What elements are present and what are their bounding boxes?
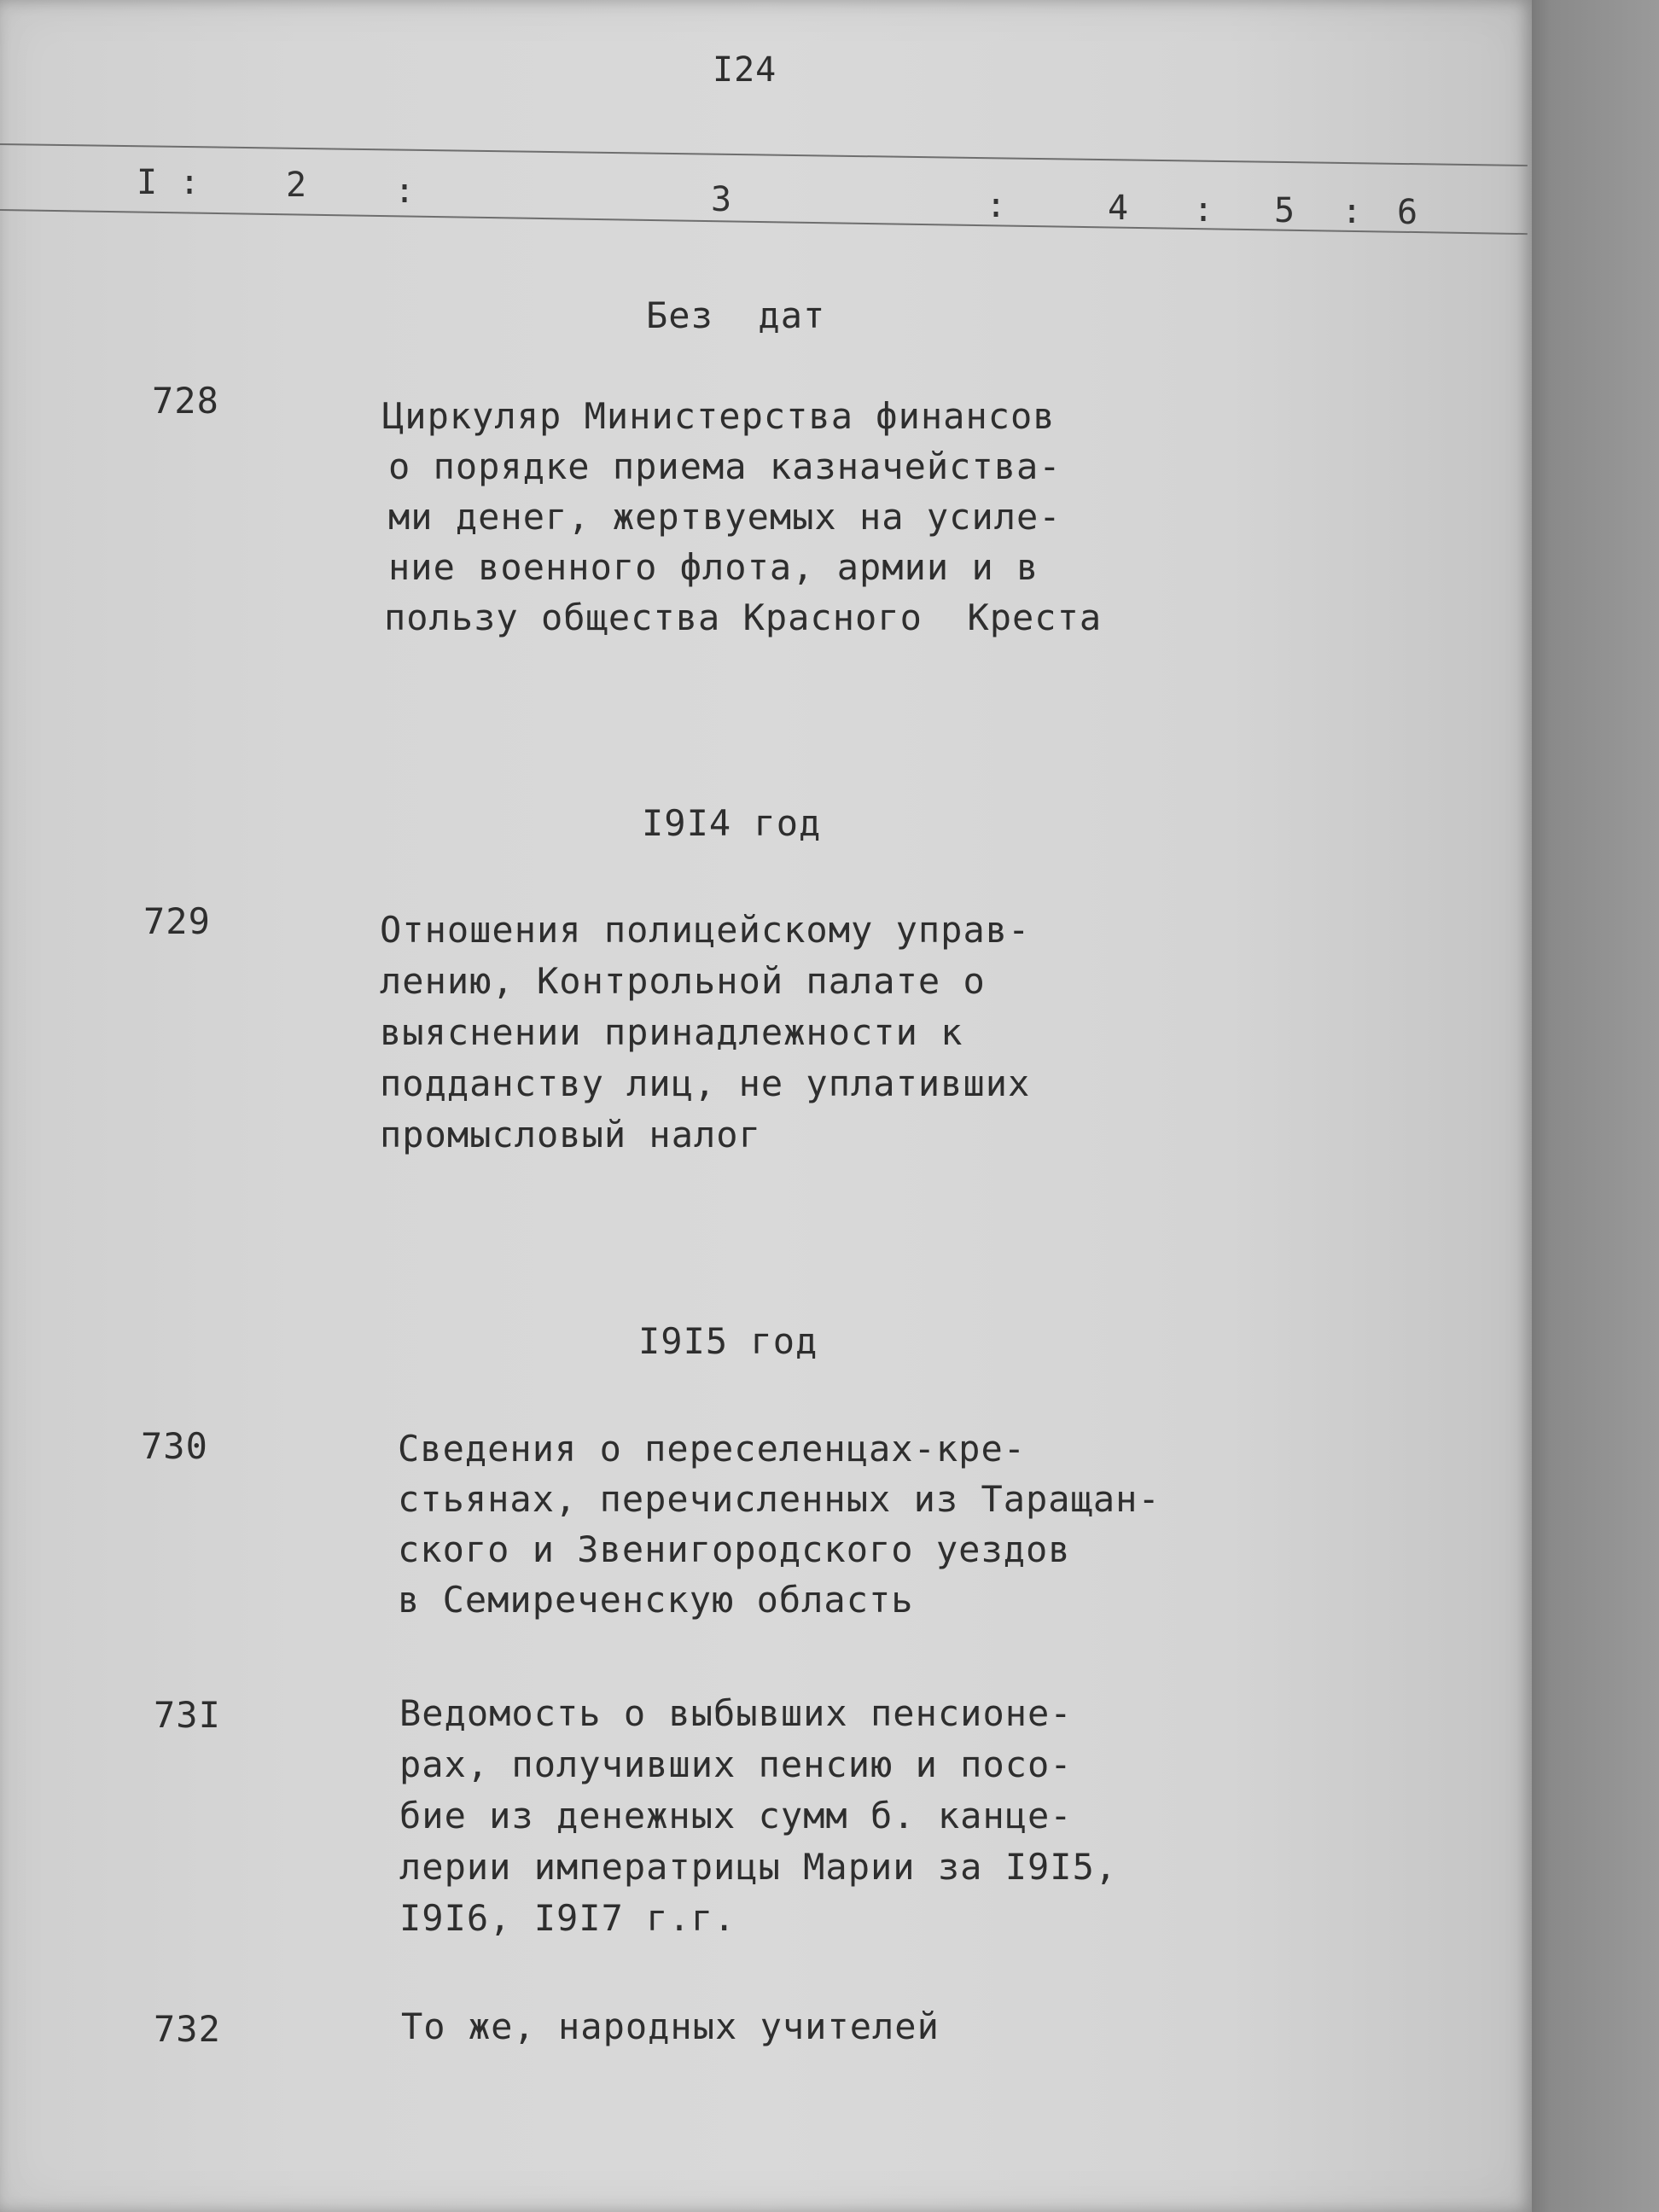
- entry-number: 729: [143, 900, 211, 942]
- column-number-1: I: [137, 163, 158, 202]
- column-separator: :: [179, 163, 201, 202]
- entry-text-line: Ведомость о выбывших пенсионе-: [399, 1692, 1073, 1734]
- column-number-4: 4: [1108, 189, 1129, 228]
- entry-text-line: выяснении принадлежности к: [380, 1011, 963, 1053]
- section-heading: I9I4 год: [642, 802, 822, 844]
- entry-number: 728: [152, 380, 219, 422]
- entry-text-line: подданству лиц, не уплативших: [380, 1062, 1031, 1104]
- entry-text-line: о порядке приема казначейства-: [388, 445, 1062, 487]
- column-number-2: 2: [286, 166, 307, 205]
- scan-background: [1532, 0, 1659, 2212]
- section-heading: Без дат: [646, 294, 826, 336]
- entry-text-line: То же, народных учителей: [401, 2005, 940, 2047]
- entry-text-line: стьянах, перечисленных из Таращан-: [398, 1478, 1161, 1520]
- entry-number: 730: [141, 1425, 208, 1467]
- entry-text-line: ми денег, жертвуемых на усиле-: [388, 496, 1062, 538]
- entry-text-line: бие из денежных сумм б. канце-: [399, 1795, 1073, 1837]
- entry-text-line: пользу общества Красного Креста: [384, 597, 1103, 638]
- column-number-3: 3: [711, 180, 732, 219]
- entry-number: 73I: [154, 1694, 221, 1736]
- column-number-5: 5: [1274, 191, 1295, 230]
- column-separator: :: [394, 172, 416, 211]
- entry-text-line: промысловый налог: [380, 1114, 761, 1155]
- page-number: I24: [713, 50, 777, 90]
- entry-text-line: ского и Звенигородского уездов: [398, 1528, 1071, 1570]
- entry-text-line: Отношения полицейскому управ-: [380, 909, 1031, 951]
- entry-text-line: в Семиреченскую область: [398, 1579, 914, 1621]
- column-number-6: 6: [1397, 193, 1418, 232]
- entry-text-line: лению, Контрольной палате о: [380, 960, 986, 1002]
- column-separator: :: [986, 186, 1007, 225]
- entry-text-line: ние военного флота, армии и в: [388, 546, 1039, 588]
- entry-text-line: лерии императрицы Марии за I9I5,: [399, 1846, 1118, 1888]
- entry-text-line: Циркуляр Министерства финансов: [382, 395, 1056, 437]
- entry-text-line: I9I6, I9I7 г.г.: [399, 1897, 736, 1939]
- column-separator: :: [1193, 190, 1214, 230]
- column-separator: :: [1342, 192, 1363, 231]
- section-heading: I9I5 год: [638, 1320, 818, 1362]
- entry-number: 732: [154, 2008, 221, 2050]
- entry-text-line: Сведения о переселенцах-кре-: [398, 1428, 1027, 1470]
- entry-text-line: рах, получивших пенсию и посо-: [399, 1743, 1073, 1785]
